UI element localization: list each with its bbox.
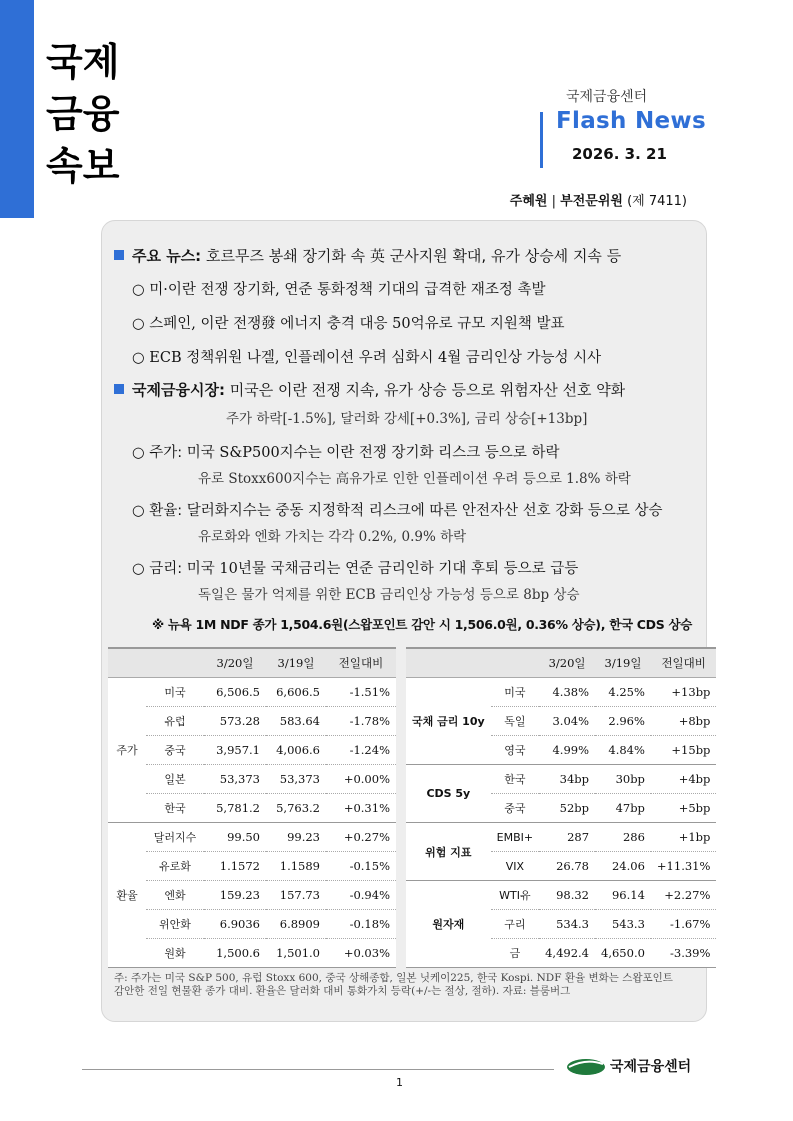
table-cell: -1.78% — [326, 707, 396, 736]
column-header — [406, 648, 491, 678]
fx-label: ○ 환율: — [132, 503, 183, 519]
table-cell: 96.14 — [595, 881, 651, 910]
author-extension: (제 7411) — [627, 194, 687, 209]
table-cell: 26.78 — [539, 852, 595, 881]
group-label: 환율 — [108, 823, 146, 968]
row-label: 중국 — [146, 736, 204, 765]
logo-emblem-icon — [566, 1056, 606, 1076]
table-cell: 3.04% — [539, 707, 595, 736]
table-cell: 99.50 — [204, 823, 266, 852]
news-text: 호르무즈 봉쇄 장기화 속 英 군사지원 확대, 유가 상승세 지속 등 — [205, 247, 622, 265]
table-cell: 543.3 — [595, 910, 651, 939]
fx-summary — [132, 499, 662, 520]
row-label: 금 — [491, 939, 539, 968]
news-label: 주요 뉴스: — [132, 247, 202, 265]
row-label: 한국 — [491, 765, 539, 794]
ndf-note: ※ 뉴욕 1M NDF 종가 1,504.6원(스왑포인트 감안 시 1,506.0원, 0.36% 상승), 한국 CDS 상승 — [152, 617, 693, 632]
row-label: 독일 — [491, 707, 539, 736]
table-cell: 157.73 — [266, 881, 326, 910]
table-cell: -1.67% — [651, 910, 717, 939]
table-row — [108, 765, 396, 794]
row-label: WTI유 — [491, 881, 539, 910]
table-cell: -1.51% — [326, 678, 396, 707]
table-row — [108, 910, 396, 939]
logo-text: 국제금융센터 — [610, 1059, 692, 1075]
table-row — [108, 852, 396, 881]
table-cell: 6.8909 — [266, 910, 326, 939]
table-row — [108, 707, 396, 736]
row-label: 한국 — [146, 794, 204, 823]
table-cell: 4.38% — [539, 678, 595, 707]
table-cell: 98.32 — [539, 881, 595, 910]
column-header: 3/19일 — [266, 648, 326, 678]
table-cell: -0.18% — [326, 910, 396, 939]
group-label: 국채 금리 10y — [406, 678, 491, 765]
table-cell: 4.84% — [595, 736, 651, 765]
footer-logo — [566, 1056, 691, 1076]
table-cell: -0.94% — [326, 881, 396, 910]
table-cell: 53,373 — [266, 765, 326, 794]
table-row — [406, 881, 716, 910]
author-separator: | — [547, 194, 561, 209]
table-cell: +2.27% — [651, 881, 717, 910]
table-cell: +4bp — [651, 765, 717, 794]
column-header: 3/19일 — [595, 648, 651, 678]
center-name: 국제금융센터 — [566, 89, 648, 105]
table-cell: 583.64 — [266, 707, 326, 736]
flash-news-label: Flash News — [556, 108, 706, 134]
author-line — [510, 190, 687, 209]
row-label: 위안화 — [146, 910, 204, 939]
table-row — [406, 765, 716, 794]
title-line-2: 금융 — [46, 92, 120, 136]
rate-label: ○ 금리: — [132, 561, 183, 577]
table-cell: +8bp — [651, 707, 717, 736]
table-cell: 52bp — [539, 794, 595, 823]
table-cell: 287 — [539, 823, 595, 852]
table-cell: 1,500.6 — [204, 939, 266, 968]
table-cell: 1.1589 — [266, 852, 326, 881]
table-cell: 286 — [595, 823, 651, 852]
table-cell: 534.3 — [539, 910, 595, 939]
page-number: 1 — [396, 1076, 403, 1089]
table-cell: +15bp — [651, 736, 717, 765]
table-row — [108, 794, 396, 823]
row-label: 달러지수 — [146, 823, 204, 852]
table-cell: 24.06 — [595, 852, 651, 881]
masthead-divider — [540, 112, 543, 168]
column-header — [491, 648, 539, 678]
bullet-square-icon — [114, 384, 124, 394]
row-label: 구리 — [491, 910, 539, 939]
left-market-table — [108, 647, 396, 968]
table-cell: 99.23 — [266, 823, 326, 852]
group-label: 주가 — [108, 678, 146, 823]
table-cell: 6,606.5 — [266, 678, 326, 707]
table-cell: 2.96% — [595, 707, 651, 736]
table-cell: 4.99% — [539, 736, 595, 765]
row-label: 미국 — [491, 678, 539, 707]
table-row — [108, 736, 396, 765]
fx-detail: 유로화와 엔화 가치는 각각 0.2%, 0.9% 하락 — [198, 529, 467, 545]
table-cell: 4,006.6 — [266, 736, 326, 765]
news-item-2: ○ 스페인, 이란 전쟁發 에너지 충격 대응 50억유로 규모 지원책 발표 — [132, 316, 565, 332]
author-role: 부전문위원 — [560, 194, 623, 209]
table-cell: 159.23 — [204, 881, 266, 910]
bullet-square-icon — [114, 250, 124, 260]
stock-summary — [132, 441, 559, 462]
row-label: 영국 — [491, 736, 539, 765]
row-label: 중국 — [491, 794, 539, 823]
stock-label: ○ 주가: — [132, 445, 183, 461]
column-header: 3/20일 — [204, 648, 266, 678]
column-header: 전일대비 — [651, 648, 717, 678]
footnote: 주: 주가는 미국 S&P 500, 유럽 Stoxx 600, 중국 상해종합, 일본 닛케이225, 한국 Kospi. NDF 환율 변화는 스왑포인트 감안한 전일 현물환 종가 대비. 환율은 달러화 대비 통화가치 등락(+/-는 절상, 절하). 자료: 블룸버그 — [114, 972, 673, 997]
right-table-header — [406, 648, 716, 678]
table-cell: -0.15% — [326, 852, 396, 881]
stock-detail: 유로 Stoxx600지수는 高유가로 인한 인플레이션 우려 등으로 1.8% 하락 — [198, 471, 631, 487]
left-table-header — [108, 648, 396, 678]
market-label: 국제금융시장: — [132, 381, 225, 399]
table-row — [108, 939, 396, 968]
table-cell: 3,957.1 — [204, 736, 266, 765]
news-item-3: ○ ECB 정책위원 나겔, 인플레이션 우려 심화시 4월 금리인상 가능성 시사 — [132, 350, 602, 366]
row-label: 유로화 — [146, 852, 204, 881]
report-date: 2026. 3. 21 — [572, 145, 667, 163]
column-header: 전일대비 — [326, 648, 396, 678]
table-cell: 5,763.2 — [266, 794, 326, 823]
table-row — [108, 823, 396, 852]
table-row — [406, 823, 716, 852]
table-cell: 4.25% — [595, 678, 651, 707]
table-cell: +11.31% — [651, 852, 717, 881]
author-name: 주혜원 — [509, 194, 548, 209]
table-cell: +5bp — [651, 794, 717, 823]
row-label: 원화 — [146, 939, 204, 968]
table-cell: 1.1572 — [204, 852, 266, 881]
title-line-3: 속보 — [46, 144, 120, 188]
column-header: 3/20일 — [539, 648, 595, 678]
table-row — [108, 881, 396, 910]
rate-detail: 독일은 물가 억제를 위한 ECB 금리인상 가능성 등으로 8bp 상승 — [198, 587, 580, 603]
table-row — [108, 678, 396, 707]
table-cell: +1bp — [651, 823, 717, 852]
rate-summary — [132, 557, 578, 578]
row-label: VIX — [491, 852, 539, 881]
row-label: 엔화 — [146, 881, 204, 910]
group-label: 위험 지표 — [406, 823, 491, 881]
table-cell: 6,506.5 — [204, 678, 266, 707]
row-label: EMBI+ — [491, 823, 539, 852]
fx-text: 달러화지수는 중동 지정학적 리스크에 따른 안전자산 선호 강화 등으로 상승 — [186, 503, 663, 519]
row-label: 미국 — [146, 678, 204, 707]
stock-text: 미국 S&P500지수는 이란 전쟁 장기화 리스크 등으로 하락 — [186, 445, 560, 461]
table-cell: 4,650.0 — [595, 939, 651, 968]
news-item-1: ○ 미·이란 전쟁 장기화, 연준 통화정책 기대의 급격한 재조정 촉발 — [132, 282, 546, 298]
table-cell: -3.39% — [651, 939, 717, 968]
row-label: 유럽 — [146, 707, 204, 736]
table-cell: 4,492.4 — [539, 939, 595, 968]
table-cell: 34bp — [539, 765, 595, 794]
table-cell: -1.24% — [326, 736, 396, 765]
summary-panel — [101, 220, 711, 1022]
group-label: 원자재 — [406, 881, 491, 968]
table-cell: 5,781.2 — [204, 794, 266, 823]
right-market-table — [406, 647, 716, 968]
table-cell: 47bp — [595, 794, 651, 823]
title-line-1: 국제 — [46, 40, 120, 84]
table-cell: 1,501.0 — [266, 939, 326, 968]
sidebar-accent-bar — [0, 0, 34, 218]
table-cell: +0.03% — [326, 939, 396, 968]
footer-rule — [82, 1069, 554, 1070]
table-cell: 53,373 — [204, 765, 266, 794]
table-cell: 6.9036 — [204, 910, 266, 939]
market-headline — [114, 379, 625, 400]
table-cell: 30bp — [595, 765, 651, 794]
rate-text: 미국 10년물 국채금리는 연준 금리인하 기대 후퇴 등으로 급등 — [186, 561, 579, 577]
row-label: 일본 — [146, 765, 204, 794]
column-header — [146, 648, 204, 678]
table-row — [406, 678, 716, 707]
column-header — [108, 648, 146, 678]
table-cell: +0.00% — [326, 765, 396, 794]
table-cell: +0.31% — [326, 794, 396, 823]
group-label: CDS 5y — [406, 765, 491, 823]
market-detail: 주가 하락[-1.5%], 달러화 강세[+0.3%], 금리 상승[+13bp] — [226, 411, 588, 427]
table-cell: 573.28 — [204, 707, 266, 736]
news-headline — [114, 245, 621, 266]
table-cell: +13bp — [651, 678, 717, 707]
table-cell: +0.27% — [326, 823, 396, 852]
market-text: 미국은 이란 전쟁 지속, 유가 상승 등으로 위험자산 선호 약화 — [229, 381, 626, 399]
publication-title — [46, 36, 119, 192]
